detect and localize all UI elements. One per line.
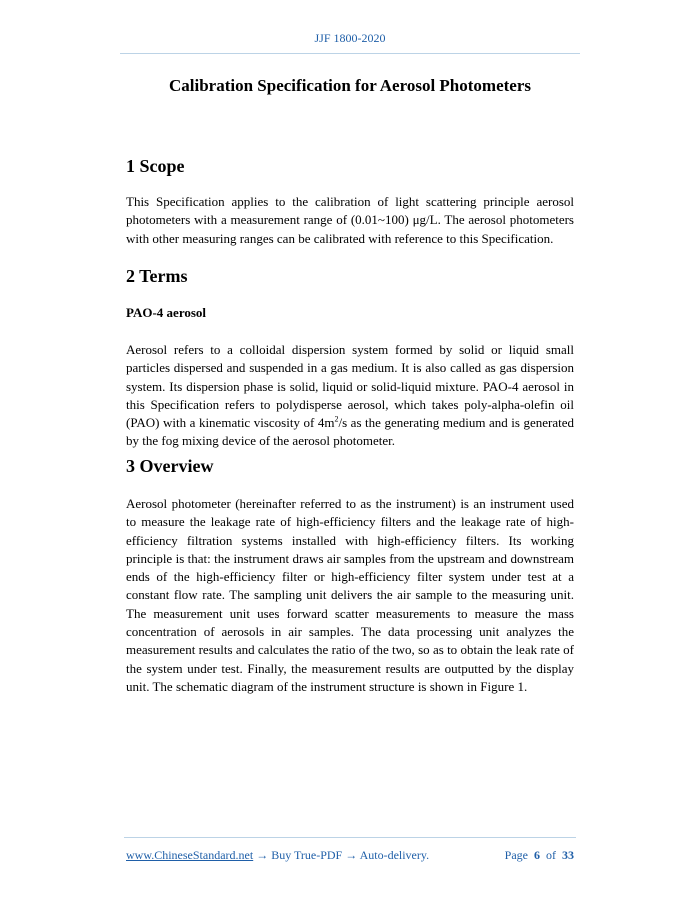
terms-paragraph <box>126 341 574 451</box>
section-scope <box>126 155 574 177</box>
header-divider <box>120 53 580 54</box>
page-number <box>505 848 574 863</box>
chinesestandard-link[interactable]: www.ChineseStandard.net <box>126 848 254 862</box>
terms-heading: 2 Terms <box>126 266 188 286</box>
overview-heading: 3 Overview <box>126 456 214 476</box>
section-terms <box>126 265 574 287</box>
scope-heading: 1 Scope <box>126 156 185 176</box>
page-label: Page <box>504 848 528 862</box>
page-current: 6 <box>534 848 540 862</box>
scope-paragraph: This Specification applies to the calibration of light scattering principle aerosol photometers with a measurement range of (0.01~100) μg/L. The aerosol photometers with other measuring ranges can be calibrated with reference to this Specification. <box>126 194 574 246</box>
page-total: 33 <box>562 848 574 862</box>
terms-body <box>126 341 574 451</box>
terms-text-part1: Aerosol refers to a colloidal dispersion system formed by solid or liquid small particles dispersed and suspended in a gas medium. It is also called as gas dispersion system. Its dispersion phase is solid, liquid or solid-liquid mixture. PAO-4 aerosol in this Specification refers to polydisperse aerosol, which takes poly-alpha-olefin oil (PAO) with a kinematic viscosity of 4m <box>126 342 574 431</box>
document-title: Calibration Specification for Aerosol Photometers <box>169 76 531 95</box>
pao-aerosol-subheading: PAO-4 aerosol <box>126 305 207 320</box>
footer-divider <box>124 837 576 838</box>
terms-text-part2: /s as the generating medium and is generated by the fog mixing device of the aerosol photometer. <box>126 415 574 449</box>
overview-paragraph: Aerosol photometer (hereinafter referred to as the instrument) is an instrument used to measure the leakage rate of high-efficiency filters and the leakage rate of high-efficiency filtration systems installed with high-efficiency filters. Its working principle is that: the instrument draws air samples from the upstream and downstream ends of the high-efficiency filter or high-efficiency filter system under test at a constant flow rate. The sampling unit delivers the air sample to the measuring unit. The measurement unit uses forward scatter measurements to measure the mass concentration of aerosols in air samples. The data processing unit analyzes the measurement results and calculates the ratio of the two, so as to obtain the leak rate of the system under test. Finally, the measurement results are outputted by the display unit. The schematic diagram of the instrument structure is shown in Figure 1. <box>126 496 574 694</box>
document-code-header: JJF 1800-2020 <box>314 31 386 45</box>
section-overview <box>126 455 574 477</box>
overview-body <box>126 495 574 696</box>
scope-body <box>126 193 574 248</box>
page-footer <box>126 848 574 863</box>
footer-delivery-text: → Buy True-PDF → Auto-delivery. <box>253 848 430 862</box>
terms-subsection <box>126 305 574 321</box>
terms-superscript: 2 <box>334 414 339 424</box>
page-of: of <box>546 848 556 862</box>
